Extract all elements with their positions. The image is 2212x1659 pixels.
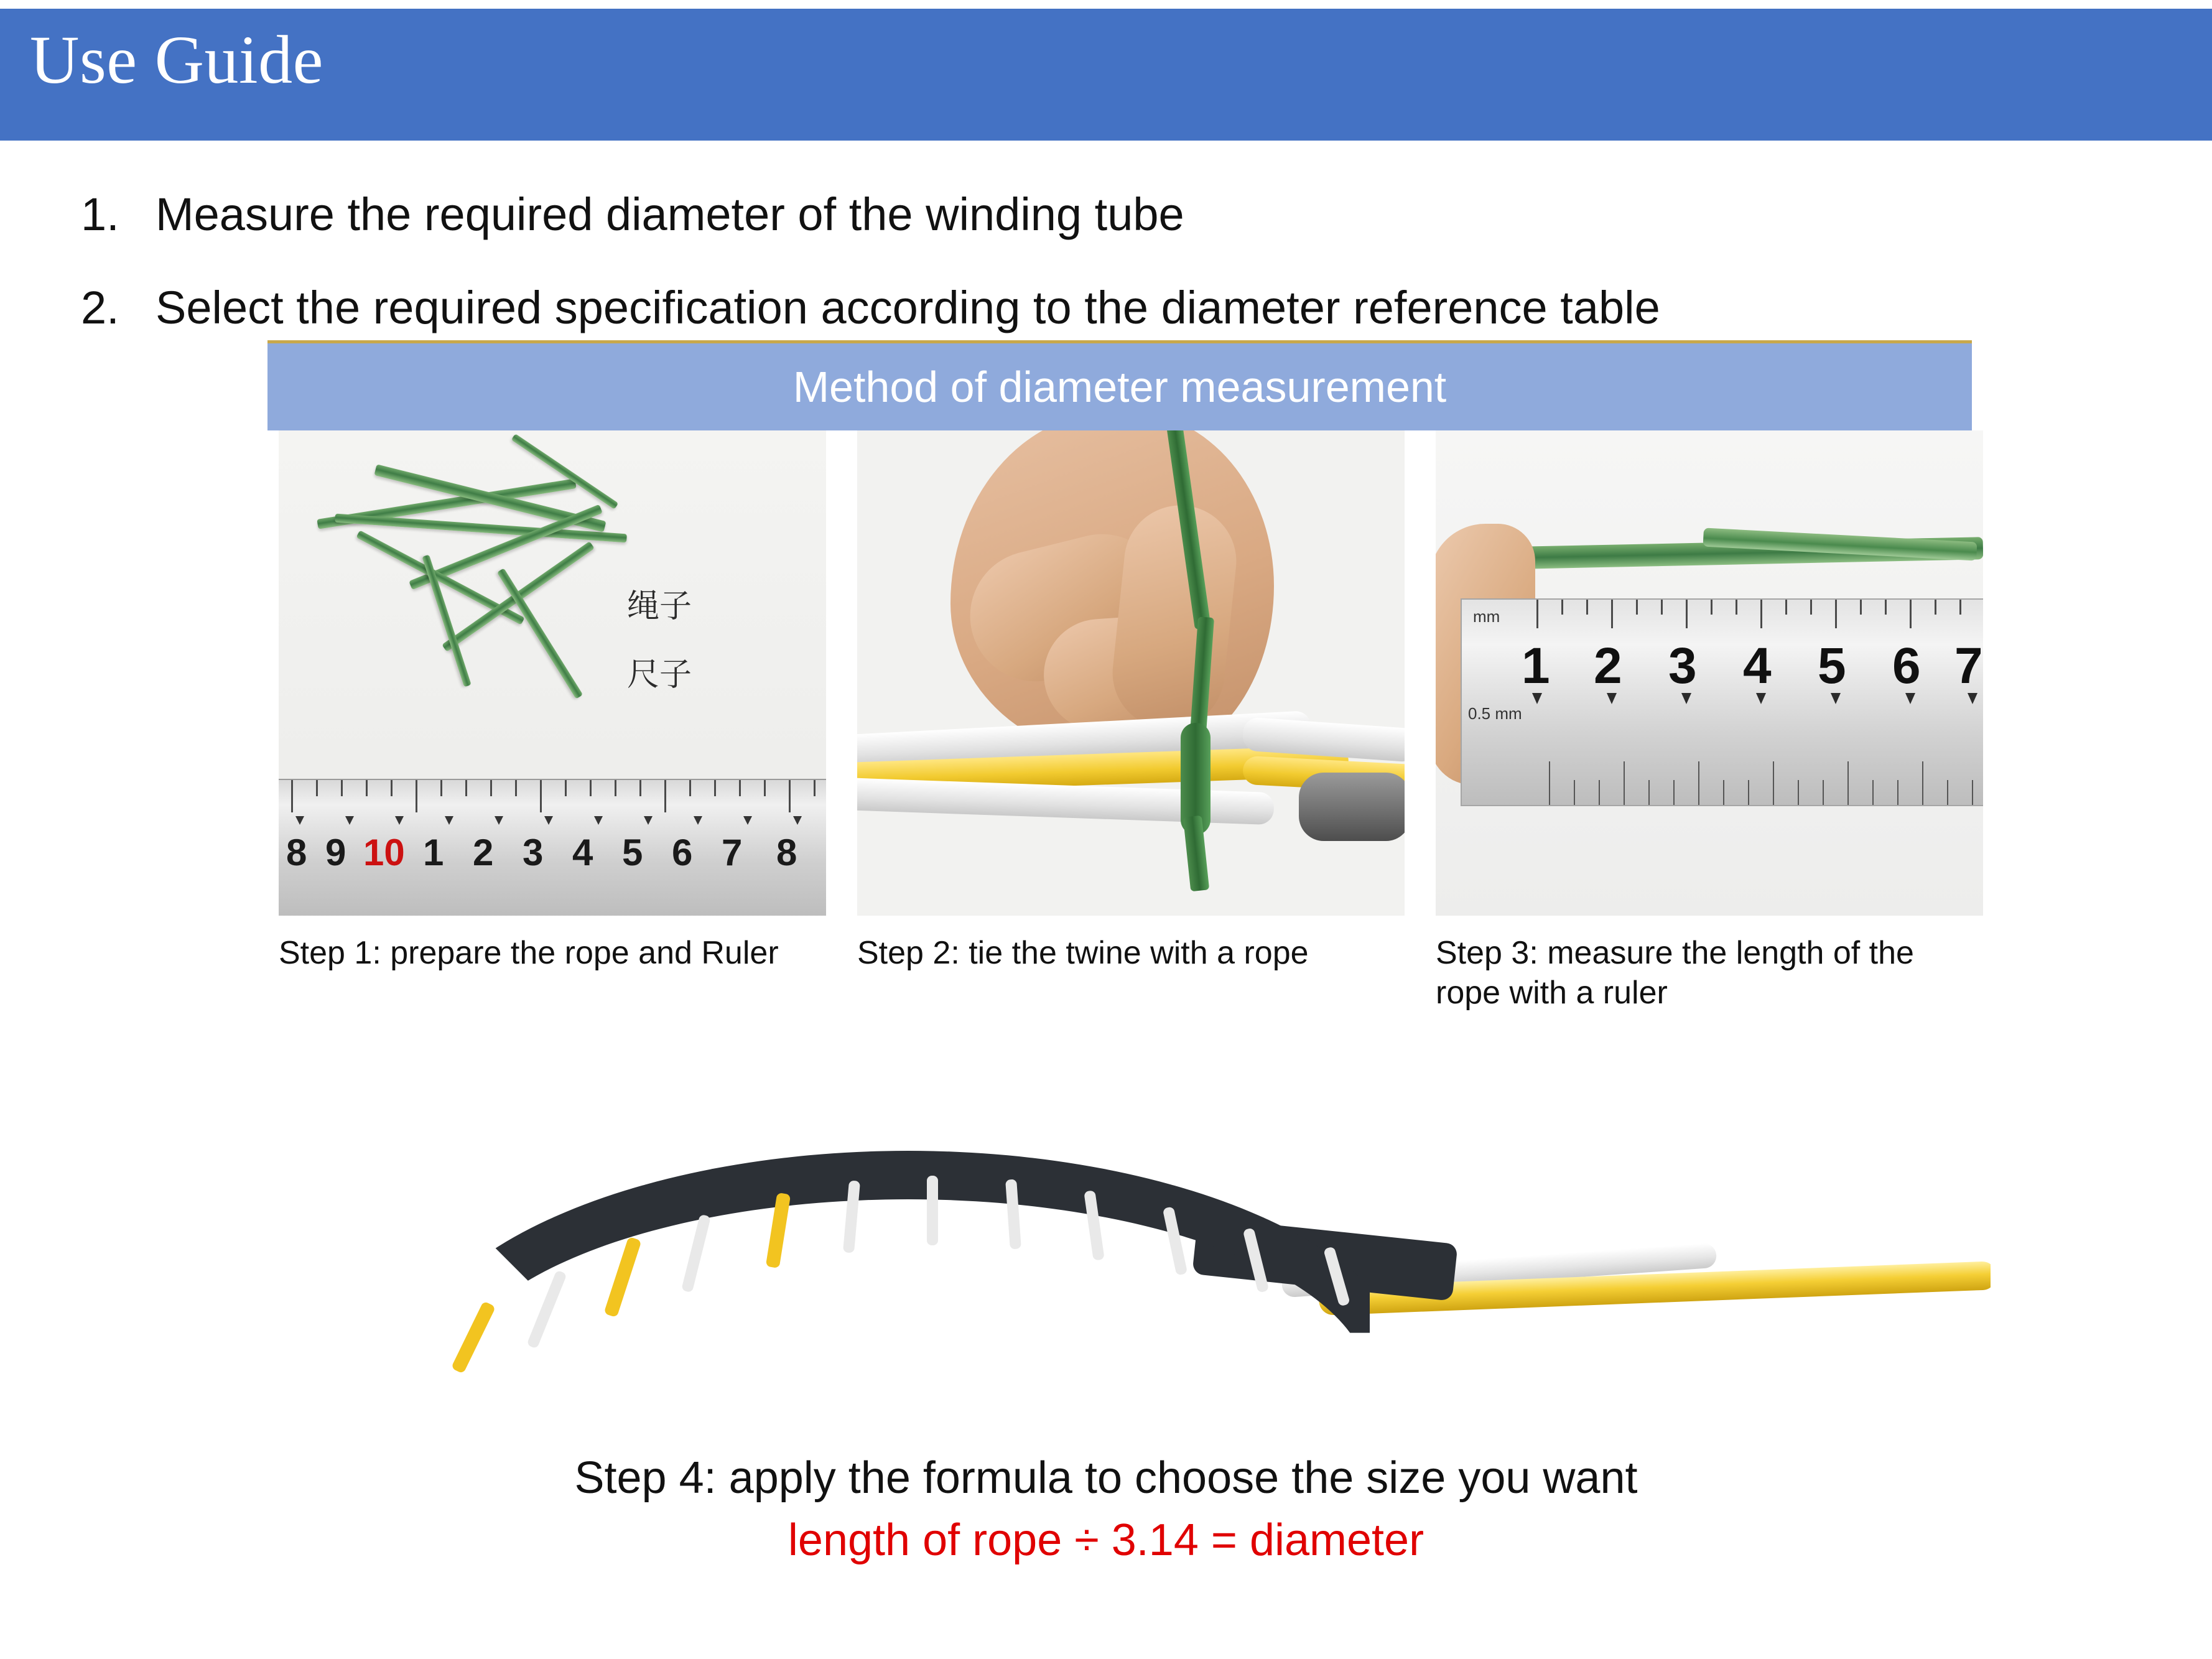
unit-label: mm [1473,607,1500,626]
page-title: Use Guide [30,22,323,98]
photo-caption: Step 3: measure the length of the rope with a ruler [1436,935,1914,1011]
ruler-number: 2 [473,832,494,873]
header-bar [0,9,2212,141]
rope-and-ruler-photo [279,430,826,916]
ruler-number: 1 [1522,638,1550,694]
ruler-number: 5 [622,832,643,873]
list-item-number: 2. [81,282,119,333]
ruler-number-highlight: 10 [363,832,405,873]
spiral-wrap-tube [398,1151,1418,1387]
ruler-number: 7 [722,832,743,873]
ruler-number: 1 [423,832,444,873]
ruler-number: 4 [1743,638,1772,694]
ruler-number: 9 [325,832,346,873]
photo-caption: Step 1: prepare the rope and Ruler [279,935,779,971]
list-item-label: Measure the required diameter of the winding tube [156,188,1184,240]
ruler-label-cn: 尺子 [627,656,692,694]
measure-rope-photo [1436,430,1983,916]
rope-label-cn: 绳子 [627,588,692,625]
coil-gap [927,1176,938,1245]
spiral-wrap-photo [398,1113,1991,1424]
caption-row [267,933,1972,1045]
method-panel [267,340,1972,430]
ruler-number: 2 [1594,638,1622,694]
list-item-label: Select the required specification according to the diameter reference table [156,282,1660,333]
ruler-number: 4 [572,832,593,873]
ruler-number: 3 [523,832,544,873]
instruction-list [81,168,2071,355]
ruler-number: 8 [286,832,307,873]
list-item-number: 1. [81,188,119,240]
unit-label: 0.5 mm [1468,704,1522,723]
ruler-number: 5 [1818,638,1846,694]
ruler-number: 6 [672,832,693,873]
photo-caption: Step 2: tie the twine with a rope [857,935,1309,971]
ruler-number: 7 [1954,638,1983,694]
list-item [81,168,2071,261]
formula-text: length of rope ÷ 3.14 = diameter [788,1515,1424,1565]
step4-caption: Step 4: apply the formula to choose the size you want [574,1453,1638,1503]
ruler-number: 3 [1668,638,1697,694]
ruler-number: 6 [1892,638,1921,694]
cable-plug [1299,773,1405,841]
steel-ruler [1461,598,1983,806]
steel-ruler [279,779,826,916]
method-panel-title: Method of diameter measurement [267,343,1972,430]
tie-twine-photo [857,430,1405,916]
ruler-number: 8 [776,832,797,873]
photo-row [267,430,1983,916]
